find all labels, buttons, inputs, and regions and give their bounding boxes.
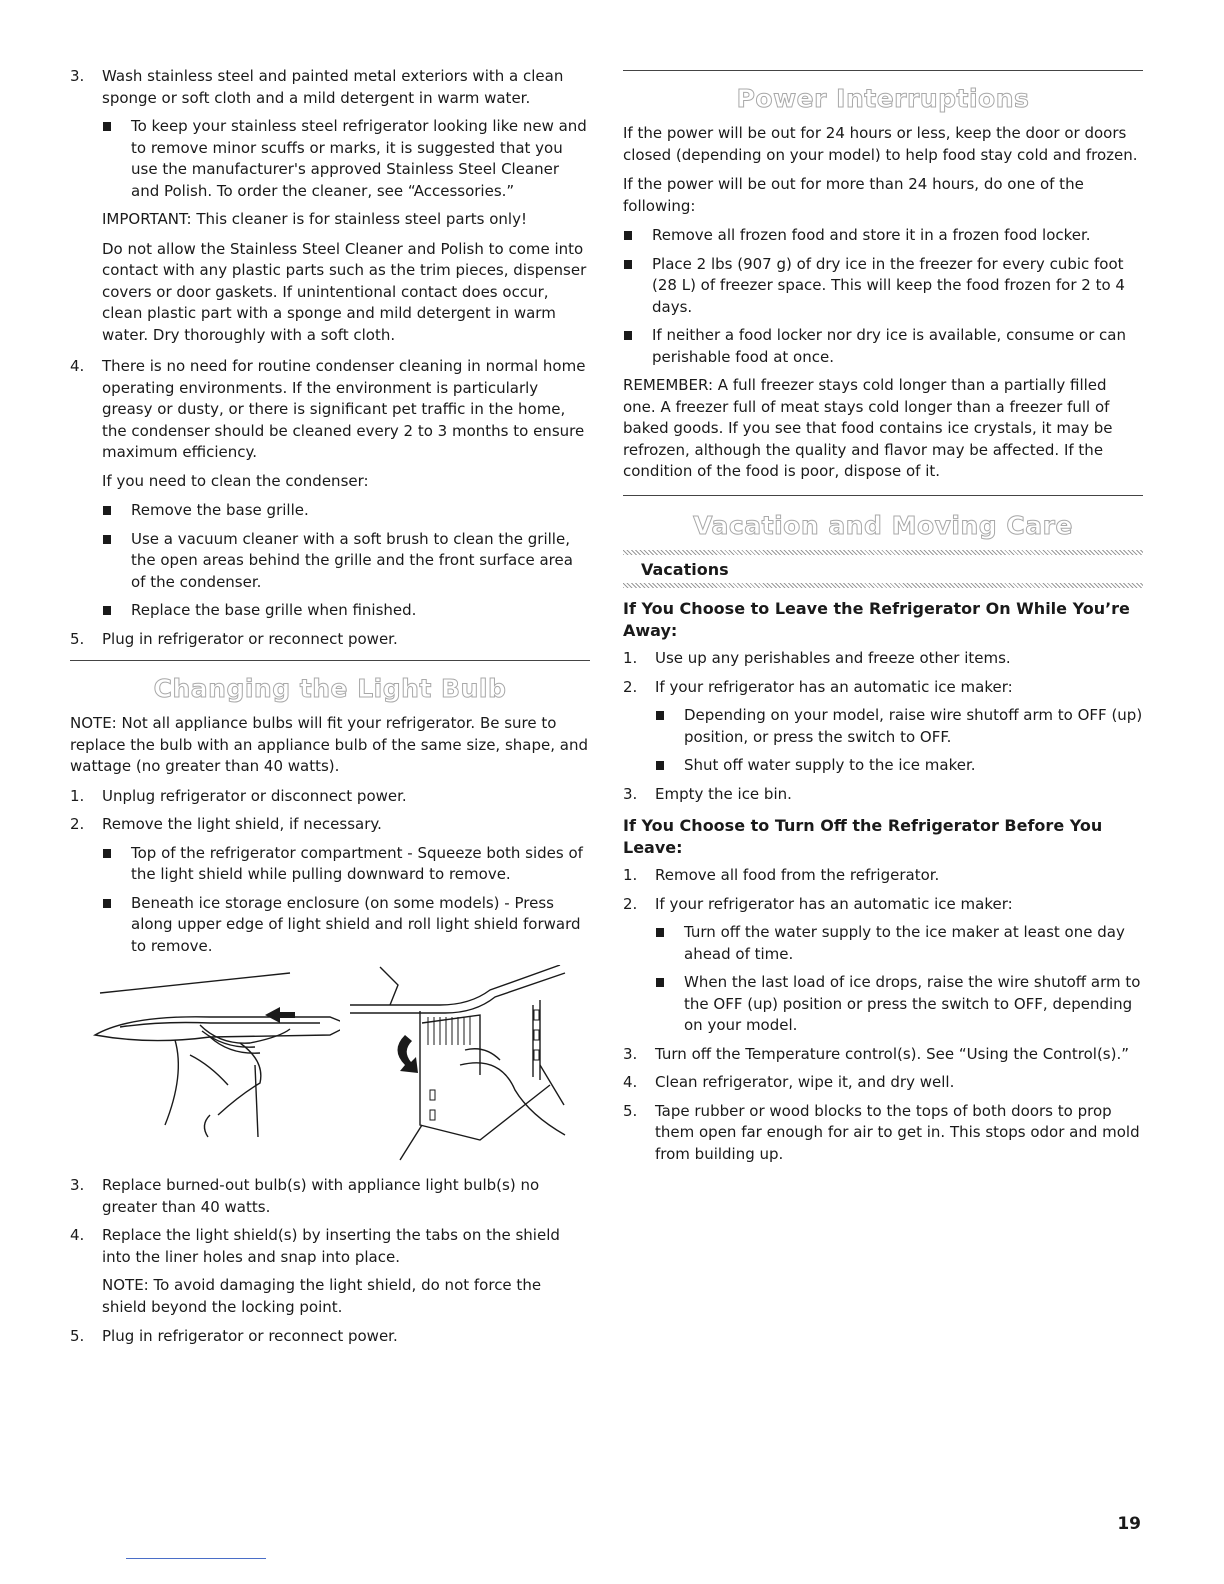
- section-title-vacation-moving: Vacation and Moving Care: [693, 510, 1073, 540]
- bullet-item: Turn off the water supply to the ice maker at least one day ahead of time.: [655, 922, 1143, 965]
- item-text: Replace burned-out bulb(s) with appliance light bulb(s) no greater than 40 watts.: [102, 1176, 540, 1216]
- section-title-power-interruptions: Power Interruptions: [736, 84, 1030, 113]
- item-number: 3.: [70, 1176, 85, 1194]
- item-number: 3.: [70, 67, 85, 85]
- list-item: [70, 356, 590, 464]
- light-shield-top-illustration: [90, 965, 340, 1165]
- footer-link-line: [126, 1558, 266, 1559]
- item-number: 3.: [623, 1044, 638, 1063]
- item-number: 2.: [70, 815, 85, 833]
- bullet-item: To keep your stainless steel refrigerator looking like new and to remove minor scuffs or marks, it is suggested that you use the manufacturer's approved Stainless Steel Cleaner and Polish. To order the cleaner, see “Accessories.”: [102, 116, 590, 202]
- bullet-item: Shut off water supply to the ice maker.: [655, 755, 1143, 777]
- item-text: If your refrigerator has an automatic ice maker:: [655, 677, 1013, 696]
- item-number: 4.: [623, 1073, 638, 1091]
- bullet-list: [70, 116, 590, 202]
- important-note: IMPORTANT: This cleaner is for stainless steel parts only!: [102, 210, 527, 228]
- list-item: [623, 1101, 1143, 1166]
- section-divider: [70, 660, 590, 661]
- right-column: [623, 70, 1143, 1172]
- hatched-divider: [623, 583, 1143, 588]
- bullet-item: Place 2 lbs (907 g) of dry ice in the freezer for every cubic foot (28 L) of freezer space. This will keep the food frozen for 2 to 4 days.: [623, 254, 1143, 319]
- item-text: Unplug refrigerator or disconnect power.: [102, 786, 407, 805]
- item-text: Plug in refrigerator or reconnect power.: [102, 1327, 398, 1345]
- item-number: 4.: [70, 357, 85, 375]
- bulb-note: NOTE: Not all appliance bulbs will fit your refrigerator. Be sure to replace the bulb with an appliance bulb of the same size, shape, and wattage (no greater than 40 watts).: [70, 714, 588, 775]
- item-text: Turn off the Temperature control(s). See “Using the Control(s).”: [655, 1044, 1130, 1063]
- list-item: [70, 66, 590, 109]
- heading-leave-on: If You Choose to Leave the Refrigerator On While You’re Away:: [623, 599, 1130, 640]
- item-text: Remove all food from the refrigerator.: [655, 866, 940, 884]
- item-number: 2.: [623, 894, 638, 913]
- item-text: If your refrigerator has an automatic ice maker:: [655, 894, 1013, 913]
- remember-paragraph: REMEMBER: A full freezer stays cold longer than a partially filled one. A freezer full of meat stays cold longer than a freezer full of baked goods. If you see that food contains ice crystals, it may be refrozen, although the quality and flavor may be affected. If the condition of the food is poor, dispose of it.: [623, 376, 1113, 480]
- list-item: [70, 1326, 590, 1348]
- item-number: 5.: [623, 1101, 638, 1120]
- item-number: 1.: [623, 866, 638, 884]
- section-divider: [623, 495, 1143, 496]
- item-number: 2.: [623, 677, 638, 696]
- bullet-item: Beneath ice storage enclosure (on some models) - Press along upper edge of light shield and roll light shield forward to remove.: [102, 893, 590, 958]
- item-number: 1.: [70, 786, 85, 805]
- bullet-item: Remove all frozen food and store it in a frozen food locker.: [623, 225, 1143, 247]
- heading-turn-off: If You Choose to Turn Off the Refrigerator Before You Leave:: [623, 816, 1103, 857]
- bulb-note-2: NOTE: To avoid damaging the light shield, do not force the shield beyond the locking point.: [102, 1276, 542, 1316]
- item-text: Plug in refrigerator or reconnect power.: [102, 629, 398, 648]
- list-item: [70, 1225, 590, 1268]
- item-text: Replace the light shield(s) by inserting the tabs on the shield into the liner holes and snap into place.: [102, 1226, 560, 1266]
- list-item: [623, 677, 1143, 699]
- item-text: Remove the light shield, if necessary.: [102, 815, 382, 833]
- bullet-item: Depending on your model, raise wire shutoff arm to OFF (up) position, or press the switch to OFF.: [655, 705, 1143, 748]
- ice-enclosure-light-shield-illustration: [350, 965, 590, 1165]
- list-item: [70, 1175, 590, 1218]
- item-number: 5.: [70, 1327, 85, 1345]
- list-item: [623, 894, 1143, 916]
- item-number: 1.: [623, 649, 638, 667]
- item-text: Empty the ice bin.: [655, 784, 792, 803]
- caution-paragraph: Do not allow the Stainless Steel Cleaner and Polish to come into contact with any plastic parts such as the trim pieces, dispenser covers or door gaskets. If unintentional contact does occur, clean plastic part with a sponge and mild detergent in warm water. Dry thoroughly with a soft cloth.: [102, 239, 587, 344]
- section-title-light-bulb: Changing the Light Bulb: [153, 674, 507, 703]
- bullet-item: If neither a food locker nor dry ice is available, consume or can perishable food at once.: [623, 325, 1143, 368]
- item-text: There is no need for routine condenser cleaning in normal home operating environments. If the environment is particularly greasy or dusty, or there is significant pet traffic in the home, the condenser should be cleaned every 2 to 3 months to ensure maximum efficiency.: [102, 357, 586, 461]
- power-paragraph: If the power will be out for 24 hours or less, keep the door or doors closed (depending on your model) to help food stay cold and frozen.: [623, 124, 1138, 164]
- list-item: [623, 648, 1143, 670]
- left-column: [70, 66, 590, 1355]
- section-divider: [623, 70, 1143, 71]
- item-text: Wash stainless steel and painted metal exteriors with a clean sponge or soft cloth and a mild detergent in warm water.: [102, 67, 564, 107]
- power-paragraph: If the power will be out for more than 24 hours, do one of the following:: [623, 175, 1084, 215]
- item-text: Tape rubber or wood blocks to the tops of both doors to prop them open far enough for air to get in. This stops odor and mold from building up.: [655, 1101, 1140, 1163]
- bullet-item: Use a vacuum cleaner with a soft brush to clean the grille, the open areas behind the grille and the front surface area of the condenser.: [102, 529, 590, 594]
- item-text: Clean refrigerator, wipe it, and dry well.: [655, 1073, 955, 1091]
- condenser-intro: If you need to clean the condenser:: [102, 471, 369, 490]
- list-item: [70, 814, 590, 836]
- bullet-item: Top of the refrigerator compartment - Squeeze both sides of the light shield while pulling downward to remove.: [102, 843, 590, 886]
- bullet-list: [70, 843, 590, 958]
- bullet-item: Remove the base grille.: [102, 500, 590, 522]
- light-shield-illustration: [70, 965, 590, 1165]
- bullet-list: [70, 500, 590, 622]
- bullet-list: [623, 225, 1143, 368]
- list-item: [623, 784, 1143, 806]
- list-item: [70, 629, 590, 651]
- item-number: 5.: [70, 629, 85, 648]
- page-number: 19: [1117, 1514, 1141, 1534]
- hatched-divider: [623, 550, 1143, 555]
- list-item: [623, 865, 1143, 887]
- bullet-item: When the last load of ice drops, raise the wire shutoff arm to the OFF (up) position or press the switch to OFF, depending on your model.: [655, 972, 1143, 1037]
- bullet-item: Replace the base grille when finished.: [102, 600, 590, 622]
- list-item: [623, 1072, 1143, 1094]
- subsection-title-vacations: Vacations: [641, 559, 729, 579]
- item-text: Use up any perishables and freeze other items.: [655, 649, 1011, 667]
- item-number: 4.: [70, 1226, 85, 1244]
- bullet-list: [623, 705, 1143, 777]
- item-number: 3.: [623, 784, 638, 803]
- list-item: [623, 1044, 1143, 1066]
- list-item: [70, 786, 590, 808]
- bullet-list: [623, 922, 1143, 1037]
